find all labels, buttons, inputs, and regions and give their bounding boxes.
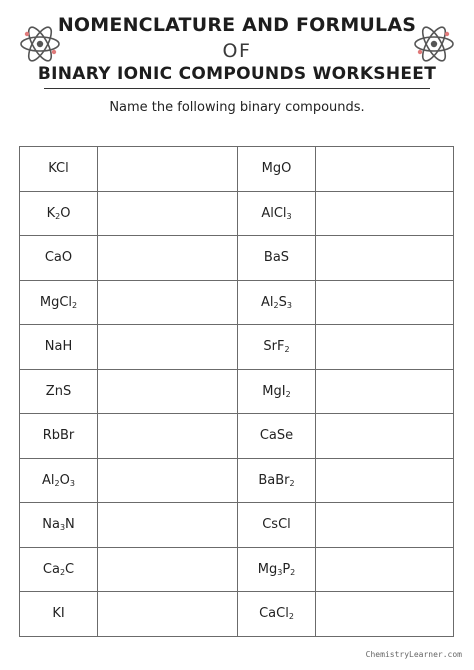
compound-formula: SrF$_2$ — [238, 325, 316, 370]
subscript: 2 — [72, 300, 78, 310]
compound-formula: BaBr$_2$ — [238, 458, 316, 503]
compound-formula: MgCl$_2$ — [20, 280, 98, 325]
table-row — [20, 547, 454, 592]
answer-cell[interactable] — [98, 503, 238, 548]
answer-cell[interactable] — [316, 503, 454, 548]
table-row — [20, 369, 454, 414]
table-row — [20, 147, 454, 192]
table-row — [20, 236, 454, 281]
title-underline — [44, 88, 430, 89]
subscript: 2 — [273, 300, 279, 310]
compound-formula: NaH — [20, 325, 98, 370]
table-row — [20, 503, 454, 548]
answer-cell[interactable] — [98, 592, 238, 637]
compounds-table — [19, 146, 454, 637]
answer-cell[interactable] — [316, 369, 454, 414]
compound-formula: RbBr — [20, 414, 98, 459]
subscript: 2 — [59, 567, 66, 577]
subscript: 2 — [55, 211, 61, 221]
compound-formula: $Mg_3P_2$ — [238, 547, 316, 592]
compound-formula: $Al_2S_3$ — [238, 280, 316, 325]
answer-cell[interactable] — [316, 592, 454, 637]
compound-formula: BaS — [238, 236, 316, 281]
compound-formula: $K_2O$ — [20, 191, 98, 236]
table-row — [20, 414, 454, 459]
compound-formula: MgO — [238, 147, 316, 192]
subscript: 3 — [69, 478, 75, 488]
table-row — [20, 458, 454, 503]
subscript: 3 — [286, 300, 292, 310]
worksheet-title-line-2: OF — [222, 40, 252, 62]
answer-cell[interactable] — [98, 236, 238, 281]
site-credit: ChemistryLearner.com — [365, 650, 462, 659]
table-row — [20, 592, 454, 637]
subscript: 3 — [277, 567, 283, 577]
answer-cell[interactable] — [316, 547, 454, 592]
compound-formula: $Na_3N$ — [20, 503, 98, 548]
compound-formula: CaO — [20, 236, 98, 281]
table-row — [20, 325, 454, 370]
compound-formula: $Ca_2C$ — [20, 547, 98, 592]
compound-formula: CaSe — [238, 414, 316, 459]
compound-formula: AlCl$_3$ — [238, 191, 316, 236]
answer-cell[interactable] — [98, 325, 238, 370]
answer-cell[interactable] — [98, 369, 238, 414]
subscript: 2 — [285, 389, 291, 399]
worksheet-title-line-3: BINARY IONIC COMPOUNDS WORKSHEET — [37, 64, 437, 84]
answer-cell[interactable] — [316, 236, 454, 281]
answer-cell[interactable] — [316, 458, 454, 503]
subscript: 2 — [54, 478, 60, 488]
answer-cell[interactable] — [98, 414, 238, 459]
table-row — [20, 191, 454, 236]
compound-formula: KCl — [20, 147, 98, 192]
subscript: 2 — [290, 567, 296, 577]
subscript: 2 — [289, 478, 295, 488]
compound-formula: $Al_2O_3$ — [20, 458, 98, 503]
answer-cell[interactable] — [98, 191, 238, 236]
instruction-text: Name the following binary compounds. — [109, 100, 365, 115]
subscript: 2 — [284, 345, 290, 355]
subscript: 3 — [286, 211, 292, 221]
compound-formula: CsCl — [238, 503, 316, 548]
answer-cell[interactable] — [316, 191, 454, 236]
compound-formula: MgI$_2$ — [238, 369, 316, 414]
compound-formula: KI — [20, 592, 98, 637]
table-row — [20, 280, 454, 325]
compound-formula: ZnS — [20, 369, 98, 414]
answer-cell[interactable] — [316, 147, 454, 192]
answer-cell[interactable] — [316, 325, 454, 370]
answer-cell[interactable] — [316, 414, 454, 459]
subscript: 2 — [288, 612, 294, 622]
answer-cell[interactable] — [98, 147, 238, 192]
answer-cell[interactable] — [98, 547, 238, 592]
worksheet-title-line-1: NOMENCLATURE AND FORMULAS — [57, 14, 417, 36]
subscript: 3 — [59, 523, 66, 533]
answer-cell[interactable] — [98, 280, 238, 325]
answer-cell[interactable] — [316, 280, 454, 325]
answer-cell[interactable] — [98, 458, 238, 503]
compound-formula: CaCl$_2$ — [238, 592, 316, 637]
